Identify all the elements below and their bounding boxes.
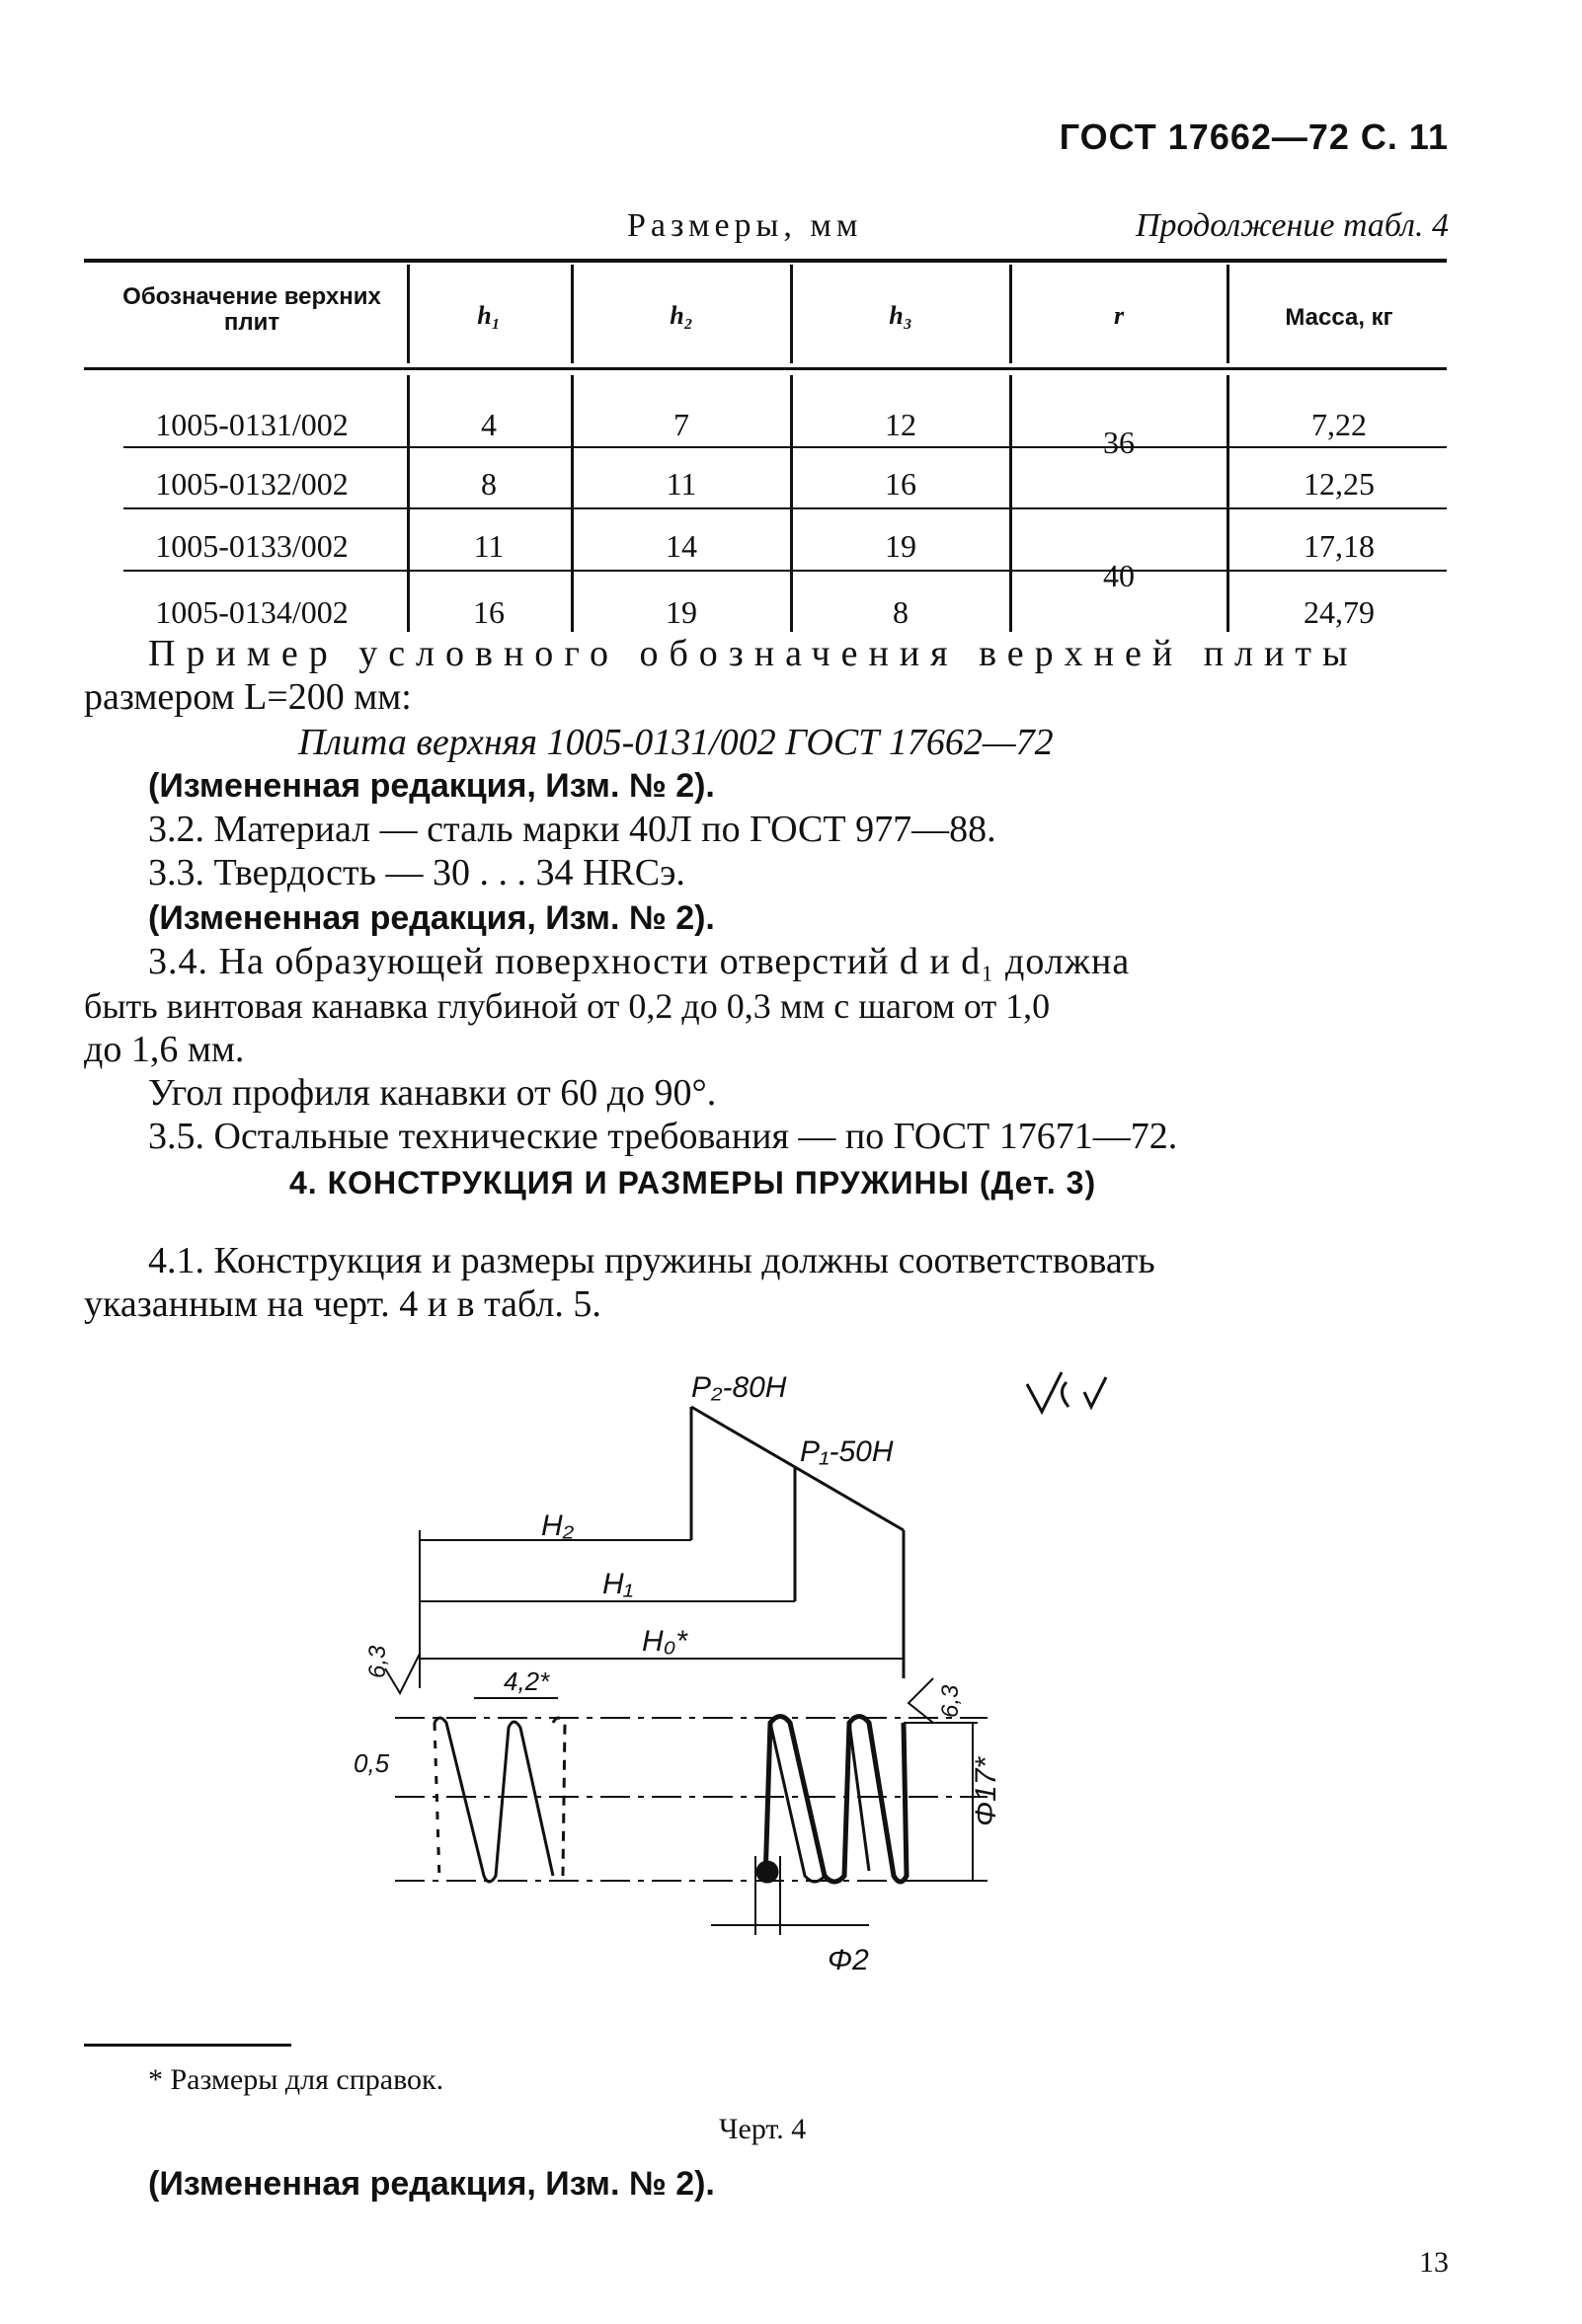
- cell-h3: 19: [885, 528, 916, 564]
- cell-mass: 17,18: [1304, 528, 1375, 564]
- para-4-1-line-1: 4.1. Конструкция и размеры пружины должны соответствовать: [148, 1240, 1155, 1281]
- cell-r-40: 40: [1103, 558, 1135, 593]
- cell-designation: 1005-0131/002: [155, 407, 349, 442]
- label-h1: H₁: [602, 1568, 634, 1600]
- label-h2: H₂: [541, 1510, 575, 1542]
- para-4-1-line-2: указанным на черт. 4 и в табл. 5.: [84, 1283, 601, 1325]
- amendment-note-final: (Измененная редакция, Изм. № 2).: [148, 2165, 715, 2203]
- para-3-2: 3.2. Материал — сталь марки 40Л по ГОСТ 977—88.: [148, 809, 996, 850]
- cell-h1: 16: [473, 594, 505, 630]
- cell-designation: 1005-0133/002: [155, 528, 349, 564]
- amendment-note-2: (Измененная редакция, Изм. № 2).: [148, 899, 715, 937]
- cell-h3: 8: [893, 594, 909, 630]
- cell-h3: 12: [885, 407, 916, 442]
- th-designation: Обозначение верхних плит: [122, 283, 381, 336]
- cell-mass: 7,22: [1311, 407, 1367, 442]
- page-header: ГОСТ 17662—72 С. 11: [1059, 116, 1449, 157]
- para-3-4-line-1: 3.4. На образующей поверхности отверстий d и d₁ должна: [148, 941, 1131, 982]
- label-pitch: 4,2*: [504, 1666, 550, 1696]
- figure-caption: Черт. 4: [719, 2113, 807, 2145]
- footnote-rule: [84, 2044, 291, 2047]
- para-3-3: 3.3. Твердость — 30 . . . 34 HRCэ.: [148, 852, 685, 893]
- cell-h1: 4: [481, 407, 497, 442]
- example-line-2: размером L=200 мм:: [84, 676, 412, 718]
- label-h0: H₀*: [642, 1625, 687, 1658]
- cell-h2: 19: [666, 594, 697, 630]
- th-h2: h₂: [670, 301, 693, 330]
- cell-h3: 16: [885, 466, 916, 502]
- cell-h1: 8: [481, 466, 497, 502]
- cell-designation: 1005-0132/002: [155, 466, 349, 502]
- label-roughness-left: 6,3: [364, 1645, 391, 1678]
- cell-h2: 7: [673, 407, 689, 442]
- th-mass: Масса, кг: [1285, 304, 1393, 331]
- para-3-5: 3.5. Остальные технические требования — по ГОСТ 17671—72.: [148, 1116, 1178, 1157]
- cell-designation: 1005-0134/002: [155, 594, 349, 630]
- para-3-4-line-2: быть винтовая канавка глубиной от 0,2 до 0,3 мм с шагом от 1,0: [84, 986, 1051, 1026]
- force-slope: [691, 1407, 904, 1530]
- label-wire-diameter: Φ2: [828, 1944, 869, 1976]
- label-p2: P₂-80H: [691, 1371, 787, 1404]
- example-designation: Плита верхняя 1005-0131/002 ГОСТ 17662—72: [298, 722, 1054, 763]
- label-outer-diameter: Φ17*: [970, 1756, 1002, 1826]
- example-line-1: Пример условного обозначения верхней плиты: [148, 633, 1359, 674]
- th-h1: h₁: [477, 301, 501, 330]
- para-3-4-line-4: Угол профиля канавки от 60 до 90°.: [148, 1072, 717, 1114]
- cell-r-36: 36: [1103, 425, 1135, 460]
- footnote: * Размеры для справок.: [148, 2063, 444, 2096]
- th-r: r: [1113, 301, 1125, 330]
- para-3-4-line-3: до 1,6 мм.: [84, 1029, 245, 1070]
- page-number: 13: [1419, 2246, 1449, 2279]
- section-4-heading: 4. КОНСТРУКЦИЯ И РАЗМЕРЫ ПРУЖИНЫ (Дет. 3): [289, 1165, 1097, 1201]
- cell-mass: 12,25: [1304, 466, 1375, 502]
- label-roughness-right: 6,3: [937, 1684, 964, 1718]
- table-continuation-caption: Продолжение табл. 4: [1135, 207, 1449, 244]
- th-h3: h₃: [889, 301, 912, 330]
- cell-h2: 11: [666, 466, 697, 502]
- table-units-caption: Размеры, мм: [627, 207, 863, 244]
- label-p1: P₁-50H: [800, 1435, 894, 1468]
- amendment-note-1: (Измененная редакция, Изм. № 2).: [148, 767, 715, 805]
- label-wire-thickness: 0,5: [354, 1748, 390, 1778]
- cell-h1: 11: [473, 528, 505, 564]
- cell-mass: 24,79: [1304, 594, 1375, 630]
- cell-h2: 14: [666, 528, 697, 564]
